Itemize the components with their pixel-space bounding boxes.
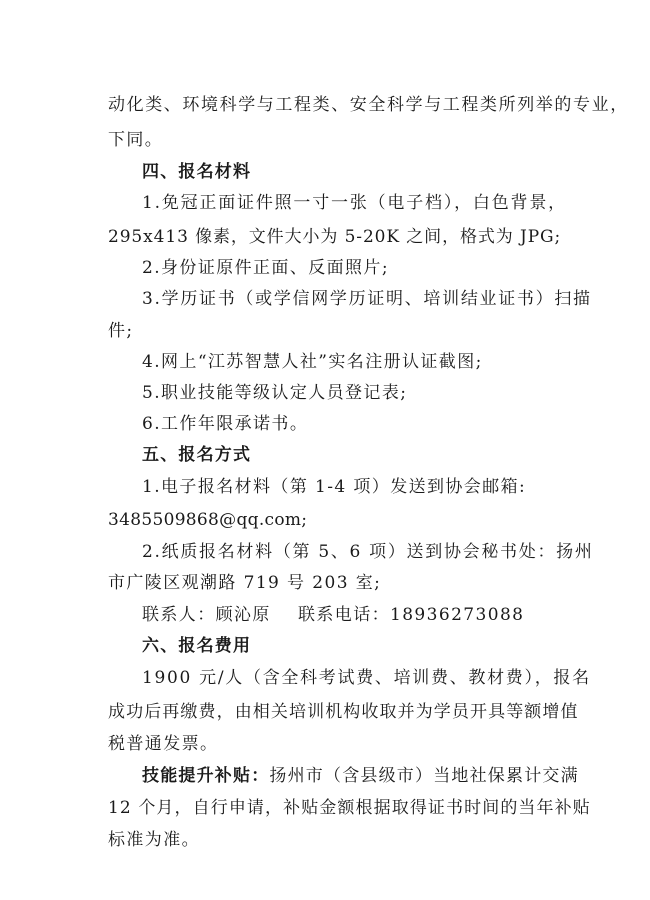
paragraph-line: 1.免冠正面证件照一寸一张（电子档），白色背景， bbox=[142, 193, 567, 213]
paragraph-line: 市广陵区观潮路 719 号 203 室; bbox=[108, 573, 382, 593]
subsidy-text: 扬州市（含县级市）当地社保累计交满 bbox=[269, 766, 579, 786]
paragraph-line: 6.工作年限承诺书。 bbox=[142, 414, 309, 434]
paragraph-line: 2.身份证原件正面、反面照片; bbox=[142, 258, 389, 278]
paragraph-line: 下同。 bbox=[108, 130, 164, 150]
paragraph-line: 标准为准。 bbox=[108, 830, 200, 850]
subsidy-line bbox=[142, 764, 579, 788]
section-heading-method: 五、报名方式 bbox=[142, 445, 252, 465]
section-heading-materials: 四、报名材料 bbox=[142, 162, 252, 182]
paragraph-line: 5.职业技能等级认定人员登记表; bbox=[142, 383, 408, 403]
paragraph-line: 1900 元/人（含全科考试费、培训费、教材费），报名 bbox=[142, 668, 591, 688]
contact-phone: 联系电话：18936273088 bbox=[298, 605, 525, 625]
email-address: 3485509868@qq.com; bbox=[108, 510, 308, 530]
section-heading-fees: 六、报名费用 bbox=[142, 636, 252, 656]
contact-person: 联系人：顾沁原 bbox=[142, 605, 271, 625]
paragraph-line: 1.电子报名材料（第 1-4 项）发送到协会邮箱: bbox=[142, 477, 527, 497]
paragraph-line: 12 个月，自行申请，补贴金额根据取得证书时间的当年补贴 bbox=[108, 798, 591, 818]
paragraph-line: 动化类、环境科学与工程类、安全科学与工程类所列举的专业， bbox=[108, 95, 629, 115]
paragraph-line: 295x413 像素，文件大小为 5-20K 之间，格式为 JPG; bbox=[108, 227, 562, 247]
paragraph-line: 3.学历证书（或学信网学历证明、培训结业证书）扫描 bbox=[142, 289, 592, 309]
paragraph-line: 税普通发票。 bbox=[108, 734, 219, 754]
subsidy-label: 技能提升补贴： bbox=[142, 766, 270, 786]
paragraph-line: 4.网上“江苏智慧人社”实名注册认证截图; bbox=[142, 352, 483, 372]
paragraph-line: 件; bbox=[108, 321, 134, 341]
paragraph-line: 2.纸质报名材料（第 5、6 项）送到协会秘书处：扬州 bbox=[142, 542, 594, 562]
paragraph-line: 成功后再缴费，由相关培训机构收取并为学员开具等额增值 bbox=[108, 702, 579, 722]
